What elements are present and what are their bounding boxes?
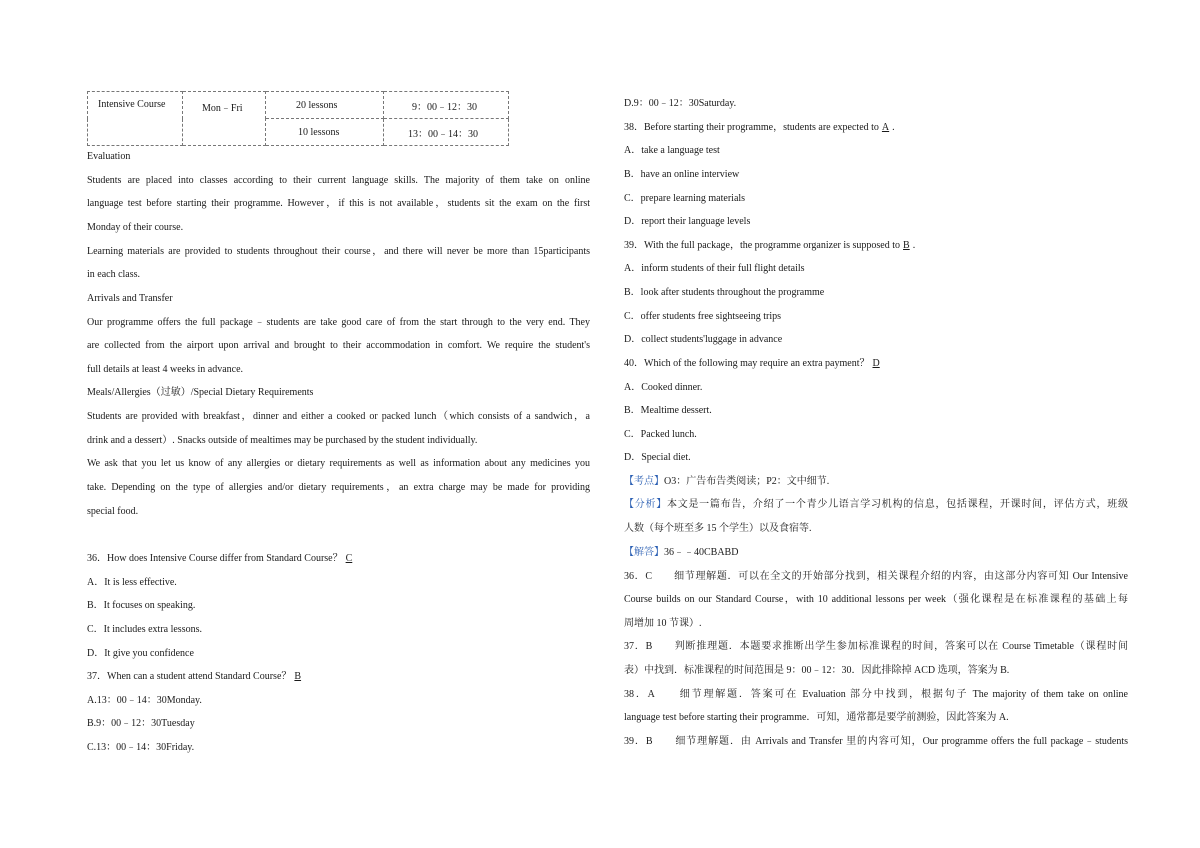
paragraph-line: Course builds on our Standard Course，with 10 additional lessons per week（强化课程是在标准课程的基础上每 [624, 594, 1128, 605]
section-heading: Meals/Allergies（过敏）/Special Dietary Requirements [87, 387, 314, 398]
option: C．offer students free sightseeing trips [624, 311, 782, 322]
paragraph-line: 表）中找到．标准课程的时间范围是 9：00﹣12：30．因此排除掉 ACD 选项，答案为 B. [624, 665, 1010, 676]
fenxi-tag: 【分析】 [624, 499, 667, 510]
answer-blank: C [345, 553, 353, 564]
paragraph-line: in each class. [87, 269, 141, 280]
kaodian-tag: 【考点】 [624, 476, 664, 487]
paragraph-line: 周增加 10 节课）. [624, 618, 702, 629]
course-days-cell: Mon﹣Fri [183, 92, 266, 146]
paragraph-line: Monday of their course. [87, 222, 184, 233]
paragraph-line: language test before starting their programme．可知，通常都是要学前测验，因此答案为 A. [624, 712, 1009, 723]
option: D．report their language levels [624, 216, 751, 227]
option: C．It includes extra lessons. [87, 624, 202, 635]
jieda-tag: 【解答】 [624, 547, 664, 558]
option: D．It give you confidence [87, 648, 194, 659]
option: B．have an online interview [624, 169, 740, 180]
question-39: 39．With the full package，the programme organizer is supposed to B . [624, 240, 916, 251]
course-timetable [87, 91, 509, 146]
paragraph-line: 37．B 判断推理题．本题要求推断出学生参加标准课程的时间，答案可以在 Course Timetable（课程时间 [624, 641, 1128, 652]
paragraph-line: Learning materials are provided to students throughout their course，and there will never be more than 15participants [87, 246, 590, 257]
lessons-cell: 10 lessons [266, 119, 384, 146]
kaodian-line: 【考点】O3：广告布告类阅读；P2：文中细节. [624, 476, 830, 487]
option: B.9：00﹣12：30Tuesday [87, 718, 195, 729]
paragraph-line: language test before starting their programme. However，if this is not available，students sit the exam on the first [87, 198, 590, 209]
paragraph-line: 38．A 细节理解题．答案可在 Evaluation 部分中找到，根据句子 The majority of them take on online [624, 689, 1128, 700]
paragraph-line: 36．C 细节理解题．可以在全文的开始部分找到，相关课程介绍的内容，由这部分内容可知 Our Intensive [624, 571, 1128, 582]
answer-blank: B [903, 240, 910, 251]
course-name-cell: Intensive Course [88, 92, 183, 146]
paragraph-line: 39．B 细节理解题．由 Arrivals and Transfer 里的内容可知，Our programme offers the full package﹣students [624, 736, 1128, 747]
time-cell: 13：00﹣14：30 [384, 119, 509, 146]
paragraph-line: special food. [87, 506, 139, 517]
jieda-line: 【解答】36﹣﹣40CBABD [624, 547, 739, 558]
option: D．Special diet. [624, 452, 691, 463]
option: A．inform students of their full flight details [624, 263, 805, 274]
option: D.9：00﹣12：30Saturday. [624, 98, 737, 109]
answer-blank: A [881, 122, 890, 133]
paragraph-line: Students are provided with breakfast，dinner and either a cooked or packed lunch（which consists of a sandwich，a [87, 411, 590, 422]
section-heading: Evaluation [87, 151, 131, 162]
option: B．It focuses on speaking. [87, 600, 196, 611]
time-cell: 9：00﹣12：30 [384, 92, 509, 119]
paragraph-line: Our programme offers the full package﹣students are take good care of from the start through to the very end. They [87, 317, 590, 328]
question-36: 36．How does Intensive Course differ from Standard Course？ C [87, 552, 355, 566]
option: A．Cooked dinner. [624, 382, 703, 393]
fenxi-line: 【分析】本文是一篇布告，介绍了一个青少儿语言学习机构的信息，包括课程，开课时间，评估方式，班级 [624, 499, 1129, 510]
paragraph-line: Students are placed into classes according to their current language skills. The majority of them take on online [87, 175, 590, 186]
option: A．It is less effective. [87, 577, 177, 588]
paragraph-line: drink and a dessert）. Snacks outside of mealtimes may be purchased by the student individually. [87, 435, 478, 446]
option: B．look after students throughout the programme [624, 287, 825, 298]
question-37: 37．When can a student attend Standard Course？ B [87, 670, 304, 684]
paragraph-line: take. Depending on the type of allergies and/or dietary requirements，an extra charge may be made for providing [87, 482, 590, 493]
question-40: 40．Which of the following may require an extra payment？ D [624, 357, 883, 371]
option: C．Packed lunch. [624, 429, 697, 440]
section-heading: Arrivals and Transfer [87, 293, 173, 304]
lessons-cell: 20 lessons [266, 92, 384, 119]
paragraph-line: full details at least 4 weeks in advance. [87, 364, 244, 375]
paragraph-line: are collected from the airport upon arrival and brought to their accommodation in comfort. We require the student's [87, 340, 590, 351]
option: D．collect students'luggage in advance [624, 334, 783, 345]
question-38: 38．Before starting their programme，students are expected to A . [624, 122, 895, 133]
option: C.13：00﹣14：30Friday. [87, 742, 195, 753]
option: B．Mealtime dessert. [624, 405, 712, 416]
option: A．take a language test [624, 145, 720, 156]
answer-blank: B [294, 671, 302, 682]
paragraph-line: 人数（每个班至多 15 个学生）以及食宿等. [624, 523, 812, 534]
option: A.13：00﹣14：30Monday. [87, 695, 202, 706]
option: C．prepare learning materials [624, 193, 746, 204]
paragraph-line: We ask that you let us know of any allergies or dietary requirements as well as information about any medicines you [87, 458, 590, 469]
answer-blank: D [872, 358, 880, 369]
